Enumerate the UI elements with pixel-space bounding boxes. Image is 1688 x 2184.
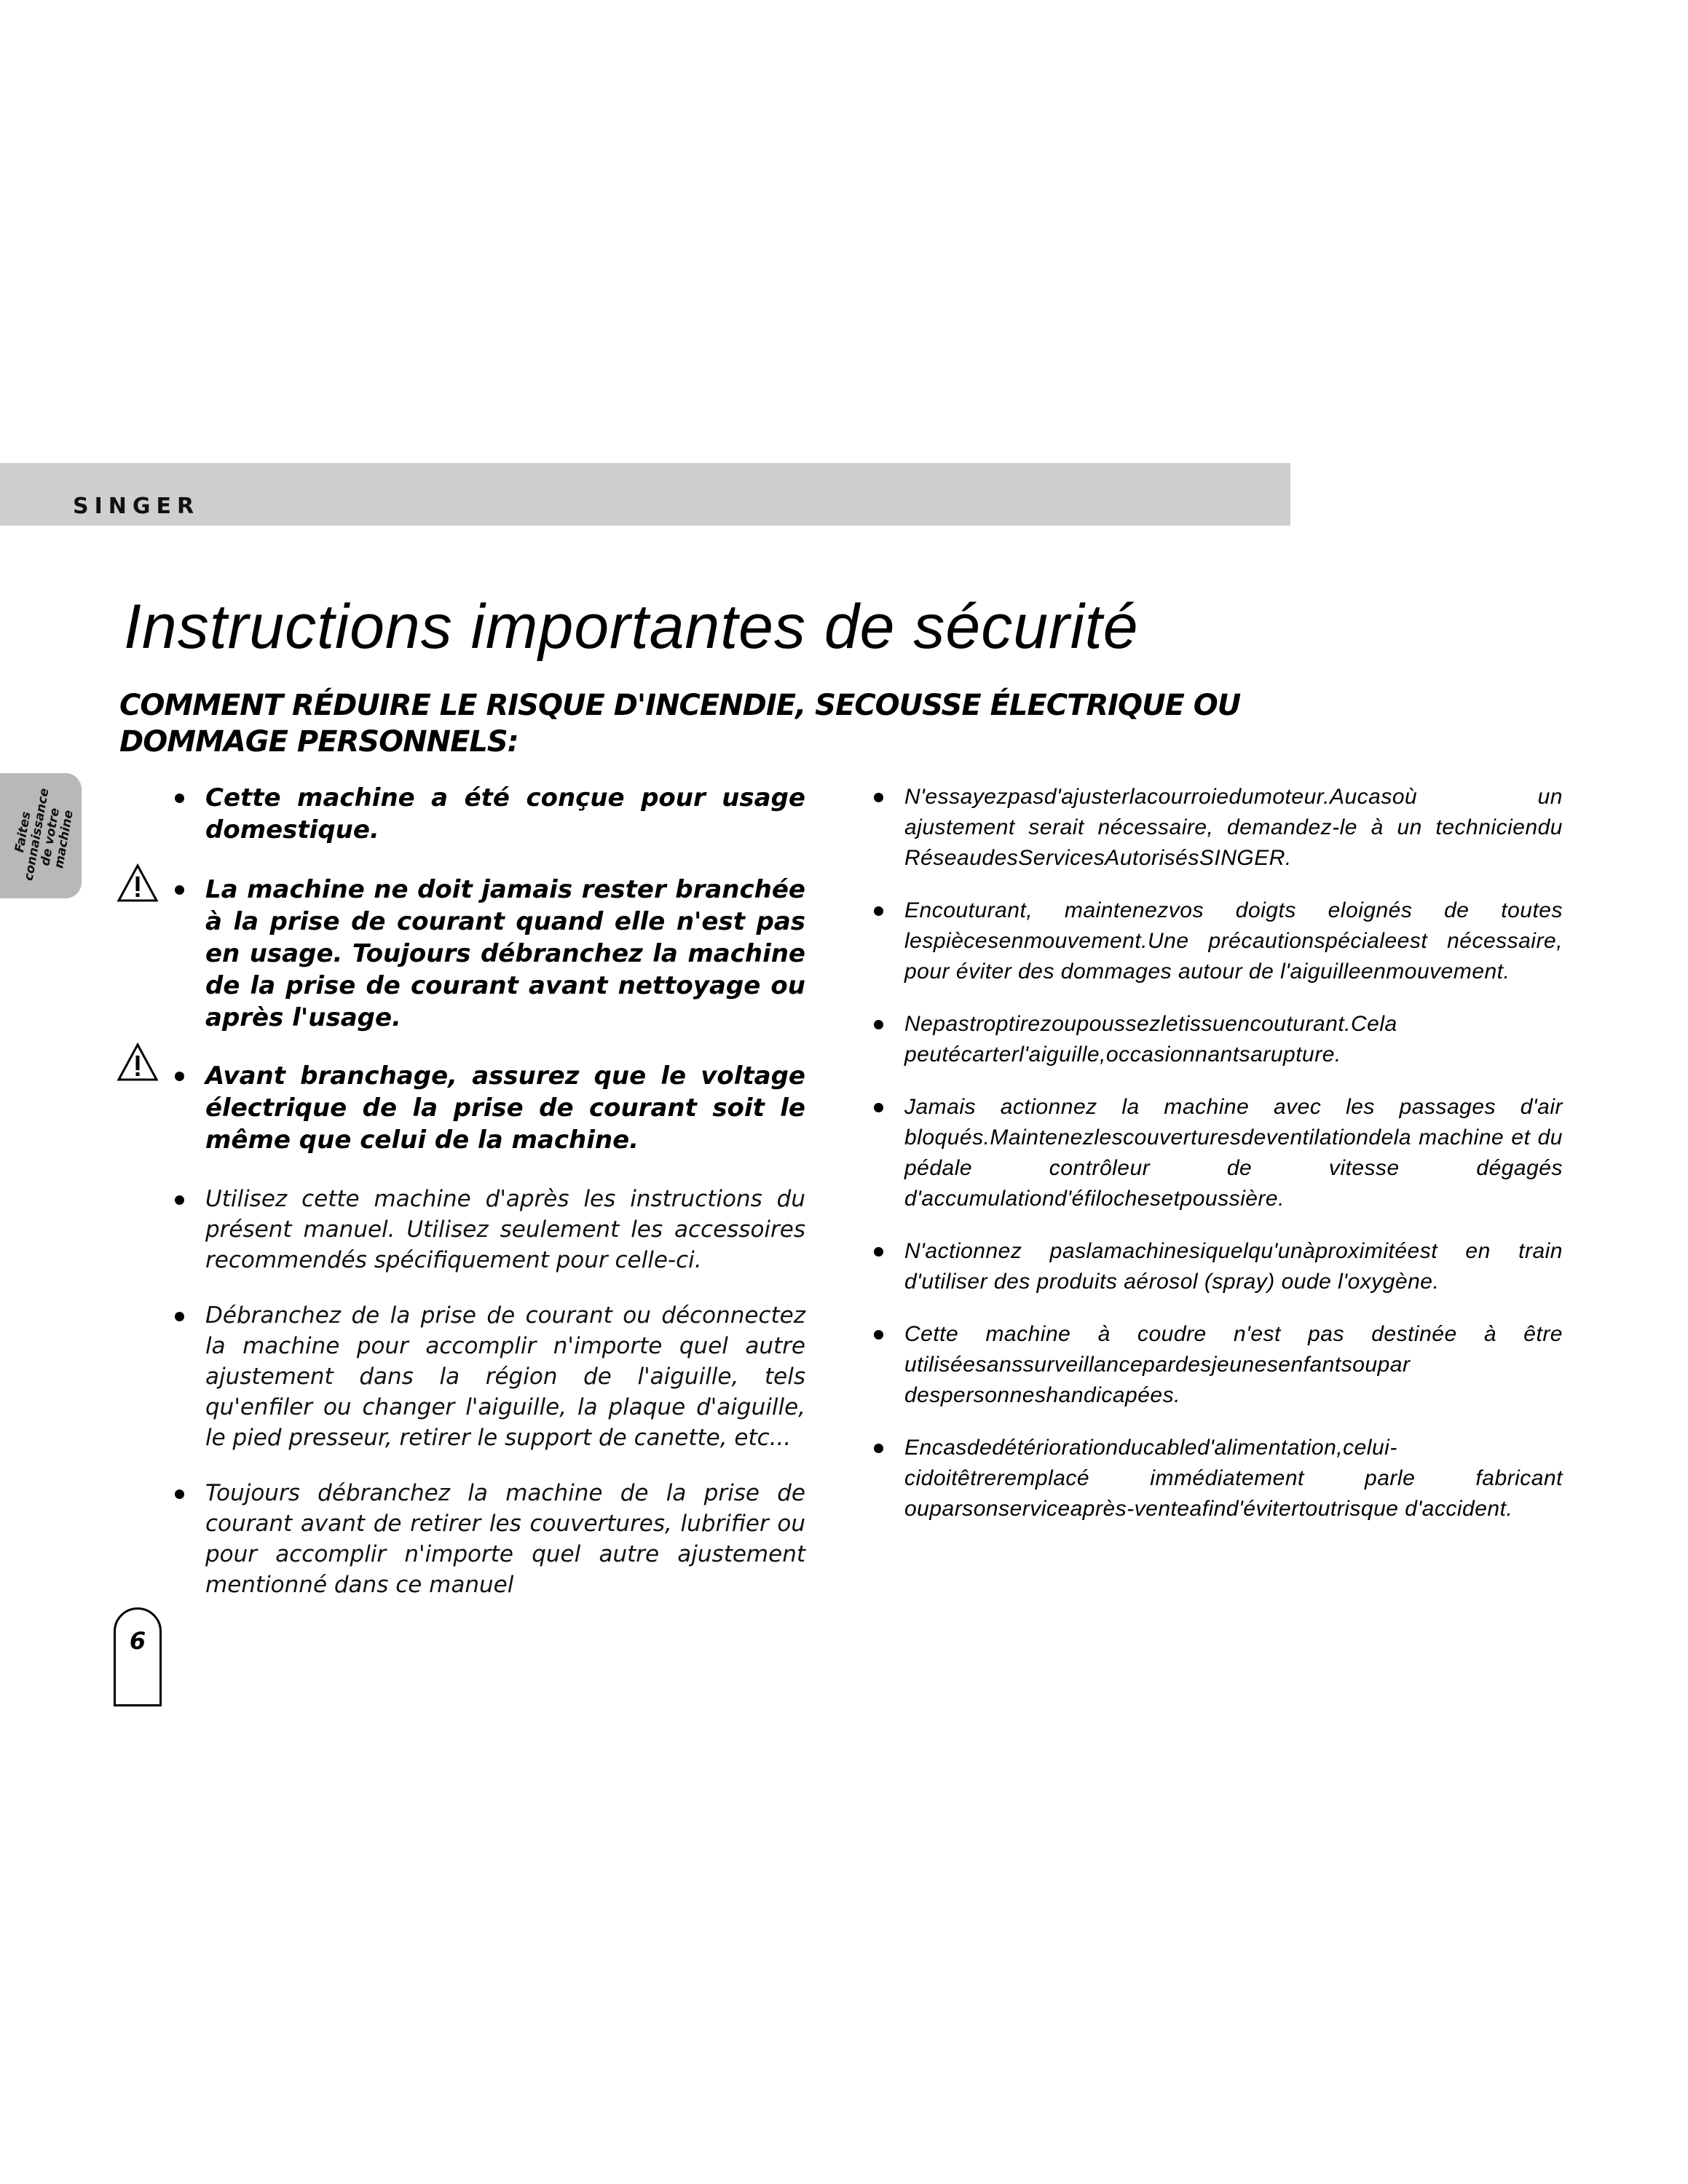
list-item: Encasdedétériorationducabled'alimentation,celui-cidoitêtreremplacé immédiatement parle fabricant ouparsonserviceaprès-venteafind'évitertoutrisque d'accident. <box>871 1433 1563 1524</box>
right-safety-list <box>871 782 1563 1524</box>
list-item-text: Utilisez cette machine d'après les instructions du présent manuel. Utilisez seulement les accessoires recommendés spécifiquement pour celle-ci. <box>205 1186 805 1273</box>
page-title: Instructions importantes de sécurité <box>124 592 1139 662</box>
list-item <box>172 874 805 1034</box>
list-item <box>172 1184 805 1275</box>
caution-triangle-icon <box>117 1042 159 1082</box>
list-item: N'essayezpasd'ajusterlacourroiedumoteur.Aucasoù un ajustement serait nécessaire, demandez-le à un techniciendu RéseaudesServicesAutorisésSINGER. <box>871 782 1563 874</box>
list-item <box>172 1300 805 1453</box>
caution-triangle-icon <box>117 863 159 903</box>
list-item-text: Débranchez de la prise de courant ou déconnectez la machine pour accomplir n'importe quel autre ajustement dans la région de l'aiguille, tels qu'enfiler ou changer l'aiguille, la plaque d'aiguille, le pied presseur, retirer le support de canette, etc... <box>205 1302 805 1451</box>
list-item-text: La machine ne doit jamais rester branchée à la prise de courant quand elle n'est pas en usage. Toujours débranchez la machine de la prise de courant avant nettoyage ou après l'usage. <box>205 875 805 1032</box>
page-subtitle: COMMENT RÉDUIRE LE RISQUE D'INCENDIE, SECOUSSE ÉLECTRIQUE OU DOMMAGE PERSONNELS: <box>119 689 1241 759</box>
list-item: N'actionnez paslamachinesiquelqu'unàproximitéest en train d'utiliser des produits aérosol (spray) oude l'oxygène. <box>871 1236 1563 1297</box>
list-item: Cette machine à coudre n'est pas destinée à être utiliséesanssurveillancepardesjeunesenfantsoupar despersonneshandicapées. <box>871 1319 1563 1411</box>
list-item: Nepastroptirezoupoussezletissuencouturant.Cela peutécarterl'aiguille,occasionnantsarupture. <box>871 1009 1563 1070</box>
side-tab-label-box <box>10 779 77 893</box>
list-item-text: Toujours débranchez la machine de la prise de courant avant de retirer les couvertures, lubrifier ou pour accomplir n'importe quel autre ajustement mentionné dans ce manuel <box>205 1480 805 1598</box>
list-item <box>172 782 805 846</box>
side-tab-label: Faites connaissance de votre machine <box>12 787 76 882</box>
brand-logo: SINGER <box>73 494 200 519</box>
list-item <box>172 1060 805 1156</box>
page-number: 6 <box>114 1607 162 1706</box>
list-item-text: Avant branchage, assurez que le voltage électrique de la prise de courant soit le même que celui de la machine. <box>205 1061 805 1155</box>
left-safety-list <box>172 782 805 1600</box>
list-item: Encouturant, maintenezvos doigts eloignés de toutes lespiècesenmouvement.Une précautionspécialeest nécessaire, pour éviter des dommages autour de l'aiguilleenmouvement. <box>871 895 1563 987</box>
list-item: Jamais actionnez la machine avec les passages d'air bloqués.Maintenezlescouverturesdeventilationdela machine et du pédale contrôleur de vitesse dégagés d'accumulationd'éfilochesetpoussière. <box>871 1092 1563 1214</box>
list-item <box>172 1478 805 1600</box>
list-item-text: Cette machine a été conçue pour usage domestique. <box>205 783 805 844</box>
